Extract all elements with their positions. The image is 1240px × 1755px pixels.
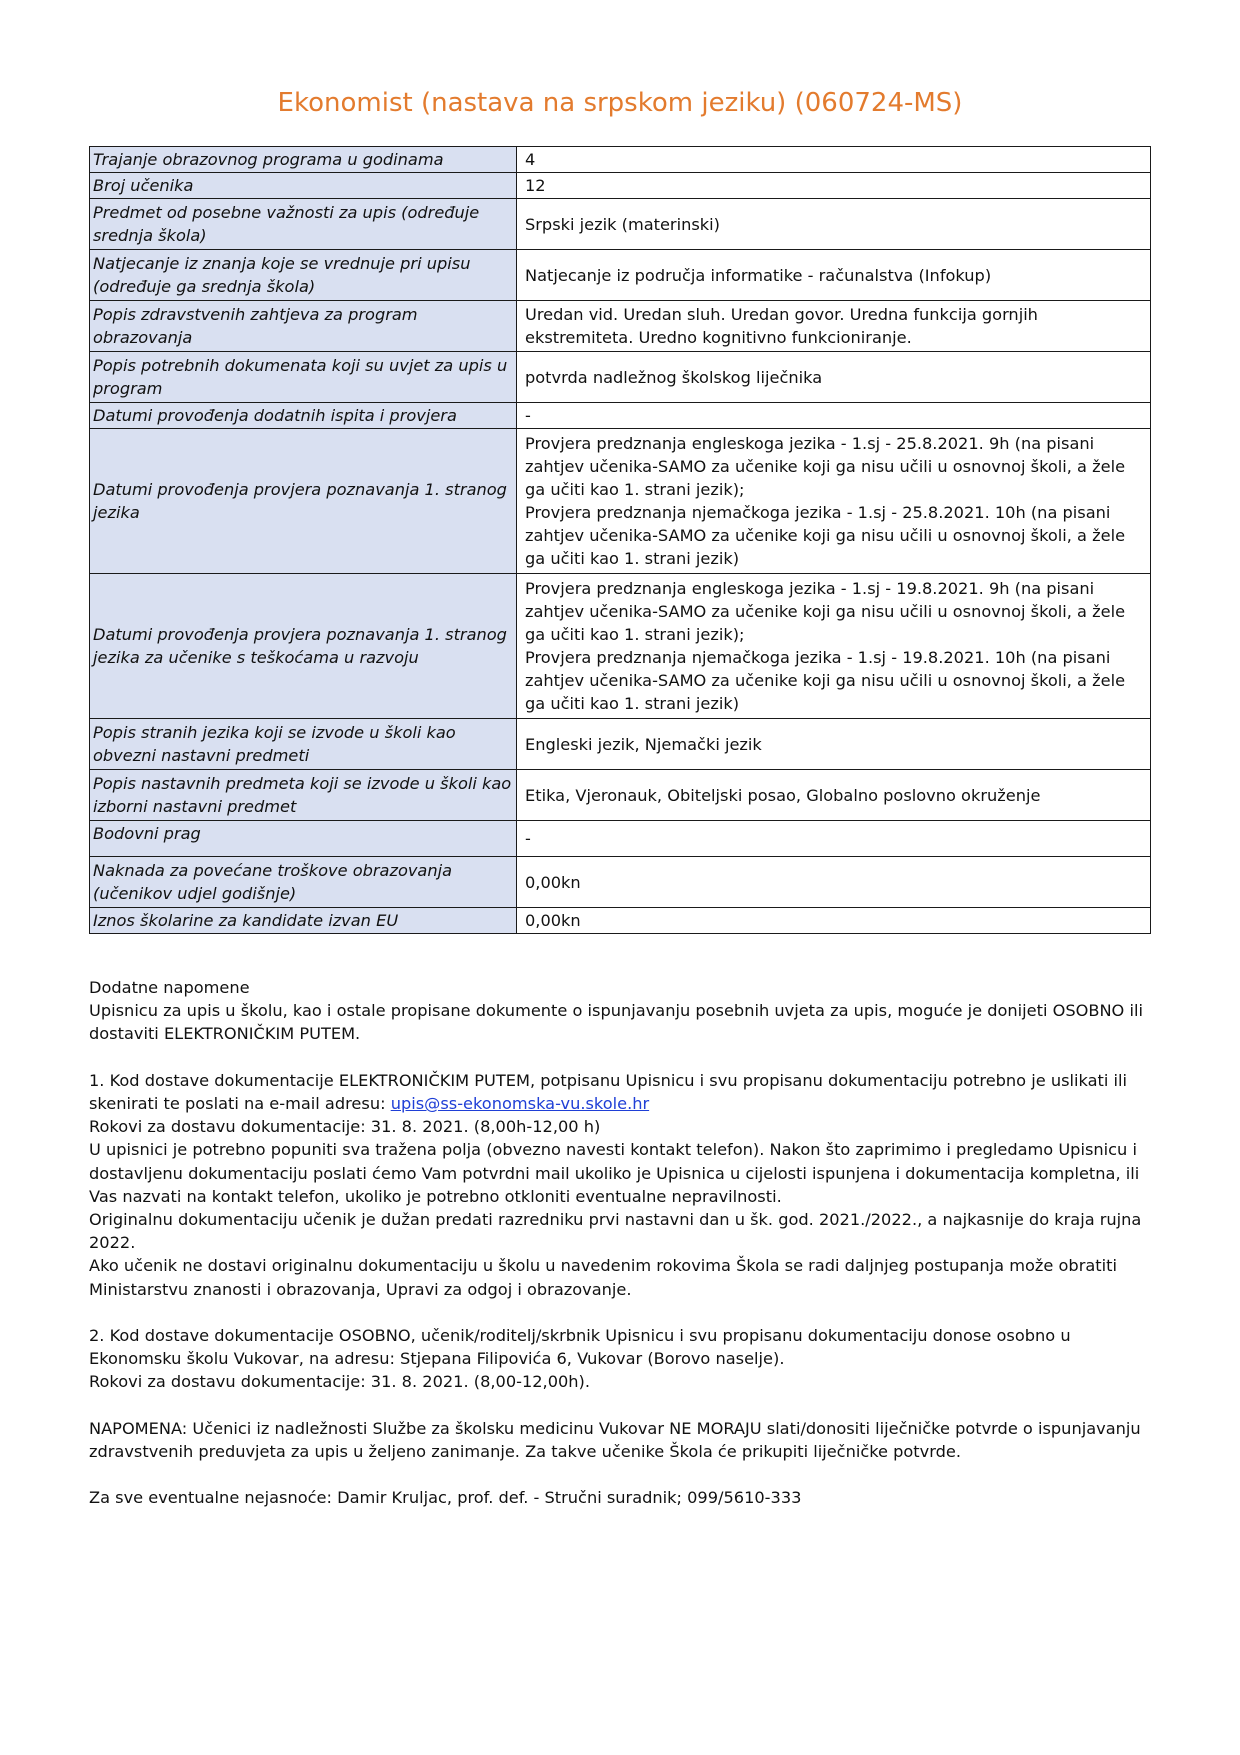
row-value-line: Natjecanje iz područja informatike - računalstva (Infokup) [525,265,992,285]
row-label: Datumi provođenja dodatnih ispita i provjera [90,403,517,429]
table-row [90,719,1151,770]
row-label: Iznos školarine za kandidate izvan EU [90,908,517,934]
row-value [517,173,1151,199]
row-label: Natjecanje iz znanja koje se vrednuje pri upisu (određuje ga srednja škola) [90,250,517,301]
row-value [517,770,1151,821]
table-row [90,403,1151,429]
row-label: Popis potrebnih dokumenata koji su uvjet za upis u program [90,352,517,403]
row-value-line: Provjera predznanja engleskoga jezika - 1.sj - 19.8.2021. 9h (na pisani zahtjev učenika-SAMO za učenike koji ga nisu učili u osnovnoj školi, a žele ga učiti kao 1. strani jezik); [525,579,1126,644]
row-value [517,352,1151,403]
row-label: Datumi provođenja provjera poznavanja 1. stranog jezika [90,429,517,574]
notes-item-personal-deadline: Rokovi za dostavu dokumentacije: 31. 8. 2021. (8,00-12,00h). [89,1372,591,1392]
table-row [90,821,1151,857]
table-row [90,147,1151,173]
row-label: Popis nastavnih predmeta koji se izvode u školi kao izborni nastavni predmet [90,770,517,821]
row-value-line: - [525,406,531,425]
page-title: Ekonomist (nastava na srpskom jeziku) (060724-MS) [277,88,963,118]
table-row [90,908,1151,934]
row-value-line: Engleski jezik, Njemački jezik [525,734,762,754]
row-value-line: - [525,829,531,848]
row-value-line: Etika, Vjeronauk, Obiteljski posao, Globalno poslovno okruženje [525,785,1041,805]
row-label: Popis stranih jezika koji se izvode u školi kao obvezni nastavni predmeti [90,719,517,770]
row-value [517,147,1151,173]
row-label: Predmet od posebne važnosti za upis (određuje srednja škola) [90,199,517,250]
row-value-line: Provjera predznanja njemačkoga jezika - 1.sj - 19.8.2021. 10h (na pisani zahtjev učenika-SAMO za učenike koji ga nisu učili u osnovnoj školi, a žele ga učiti kao 1. strani jezik) [525,648,1126,713]
notes-item-electronic-p4: Ako učenik ne dostavi originalnu dokumentaciju u školu u navedenim rokovima Škola se radi daljnjeg postupanja može obratiti Ministarstvu znanosti i obrazovanja, Upravi za odgoj i obrazovanje. [89,1256,1117,1299]
row-value [517,857,1151,908]
table-row [90,199,1151,250]
table-row [90,250,1151,301]
row-value [517,908,1151,934]
row-value [517,301,1151,352]
row-value-line: Srpski jezik (materinski) [525,214,720,234]
row-value-line: Provjera predznanja engleskoga jezika - 1.sj - 25.8.2021. 9h (na pisani zahtjev učenika-SAMO za učenike koji ga nisu učili u osnovnoj školi, a žele ga učiti kao 1. strani jezik); [525,434,1126,499]
notes-contact: Za sve eventualne nejasnoće: Damir Kruljac, prof. def. - Stručni suradnik; 099/5610-333 [89,1488,802,1508]
program-info-table [89,146,1151,934]
table-row [90,770,1151,821]
notes-intro: Upisnicu za upis u školu, kao i ostale propisane dokumente o ispunjavanju posebnih uvjeta za upis, moguće je donijeti OSOBNO ili dostaviti ELEKTRONIČKIM PUTEM. [89,1001,1143,1044]
notes-item-electronic-text: 1. Kod dostave dokumentacije ELEKTRONIČKIM PUTEM, potpisanu Upisnicu i svu propisanu dokumentaciju potrebno je uslikati ili skenirati te poslati na e-mail adresu: [89,1070,1128,1113]
row-value-line: 0,00kn [525,872,581,892]
row-value-line: Provjera predznanja njemačkoga jezika - 1.sj - 25.8.2021. 10h (na pisani zahtjev učenika-SAMO za učenike koji ga nisu učili u osnovnoj školi, a žele ga učiti kao 1. strani jezik) [525,503,1126,568]
notes-heading: Dodatne napomene [89,978,250,997]
notes-napomena: NAPOMENA: Učenici iz nadležnosti Službe za školsku medicinu Vukovar NE MORAJU slati/donositi liječničke potvrde o ispunjavanju zdravstvenih preduvjeta za upis u željeno zanimanje. Za takve učenike Škola će prikupiti liječničke potvrde. [89,1418,1141,1462]
row-value [517,250,1151,301]
row-value [517,821,1151,857]
row-value-line: Uredan vid. Uredan sluh. Uredan govor. Uredna funkcija gornjih ekstremiteta. Uredno kognitivno funkcioniranje. [525,305,1038,347]
row-value [517,429,1151,574]
row-value-line: potvrda nadležnog školskog liječnika [525,367,823,387]
row-value-line: 12 [525,176,546,195]
row-value [517,574,1151,719]
row-label: Trajanje obrazovnog programa u godinama [90,147,517,173]
notes-item-electronic-p2: U upisnici je potrebno popuniti sva tražena polja (obvezno navesti kontakt telefon). Nakon što zaprimimo i pregledamo Upisnicu i dostavljenu dokumentaciju poslati ćemo Vam potvrdni mail ukoliko je Upisnica u cijelosti ispunjena i dokumentacija kompletna, ili Vas nazvati na kontakt telefon, ukoliko je potrebno otkloniti eventualne nepravilnosti. [89,1140,1140,1206]
table-row [90,429,1151,574]
notes-item-electronic-p3: Originalnu dokumentaciju učenik je dužan predati razredniku prvi nastavni dan u šk. god. 2021./2022., a najkasnije do kraja rujna 2022. [89,1210,1142,1253]
table-row [90,574,1151,719]
row-label: Datumi provođenja provjera poznavanja 1. stranog jezika za učenike s teškoćama u razvoju [90,574,517,719]
row-label: Popis zdravstvenih zahtjeva za program obrazovanja [90,301,517,352]
row-value-line: 0,00kn [525,911,581,930]
notes-item-personal: 2. Kod dostave dokumentacije OSOBNO, učenik/roditelj/skrbnik Upisnicu i svu propisanu dokumentaciju donose osobno u Ekonomsku školu Vukovar, na adresu: Stjepana Filipovića 6, Vukovar (Borovo naselje). [89,1326,1071,1369]
notes-item-electronic [89,1069,1149,1115]
notes-item-electronic-deadline: Rokovi za dostavu dokumentacije: 31. 8. 2021. (8,00h-12,00 h) [89,1117,601,1137]
row-value [517,719,1151,770]
row-label: Broj učenika [90,173,517,199]
row-value-line: 4 [525,150,536,169]
table-row [90,301,1151,352]
email-link[interactable]: upis@ss-ekonomska-vu.skole.hr [390,1094,650,1113]
row-value [517,199,1151,250]
row-label: Bodovni prag [90,821,517,857]
table-row [90,857,1151,908]
row-value [517,403,1151,429]
additional-notes [89,976,1149,1510]
table-row [90,352,1151,403]
table-row [90,173,1151,199]
row-label: Naknada za povećane troškove obrazovanja (učenikov udjel godišnje) [90,857,517,908]
